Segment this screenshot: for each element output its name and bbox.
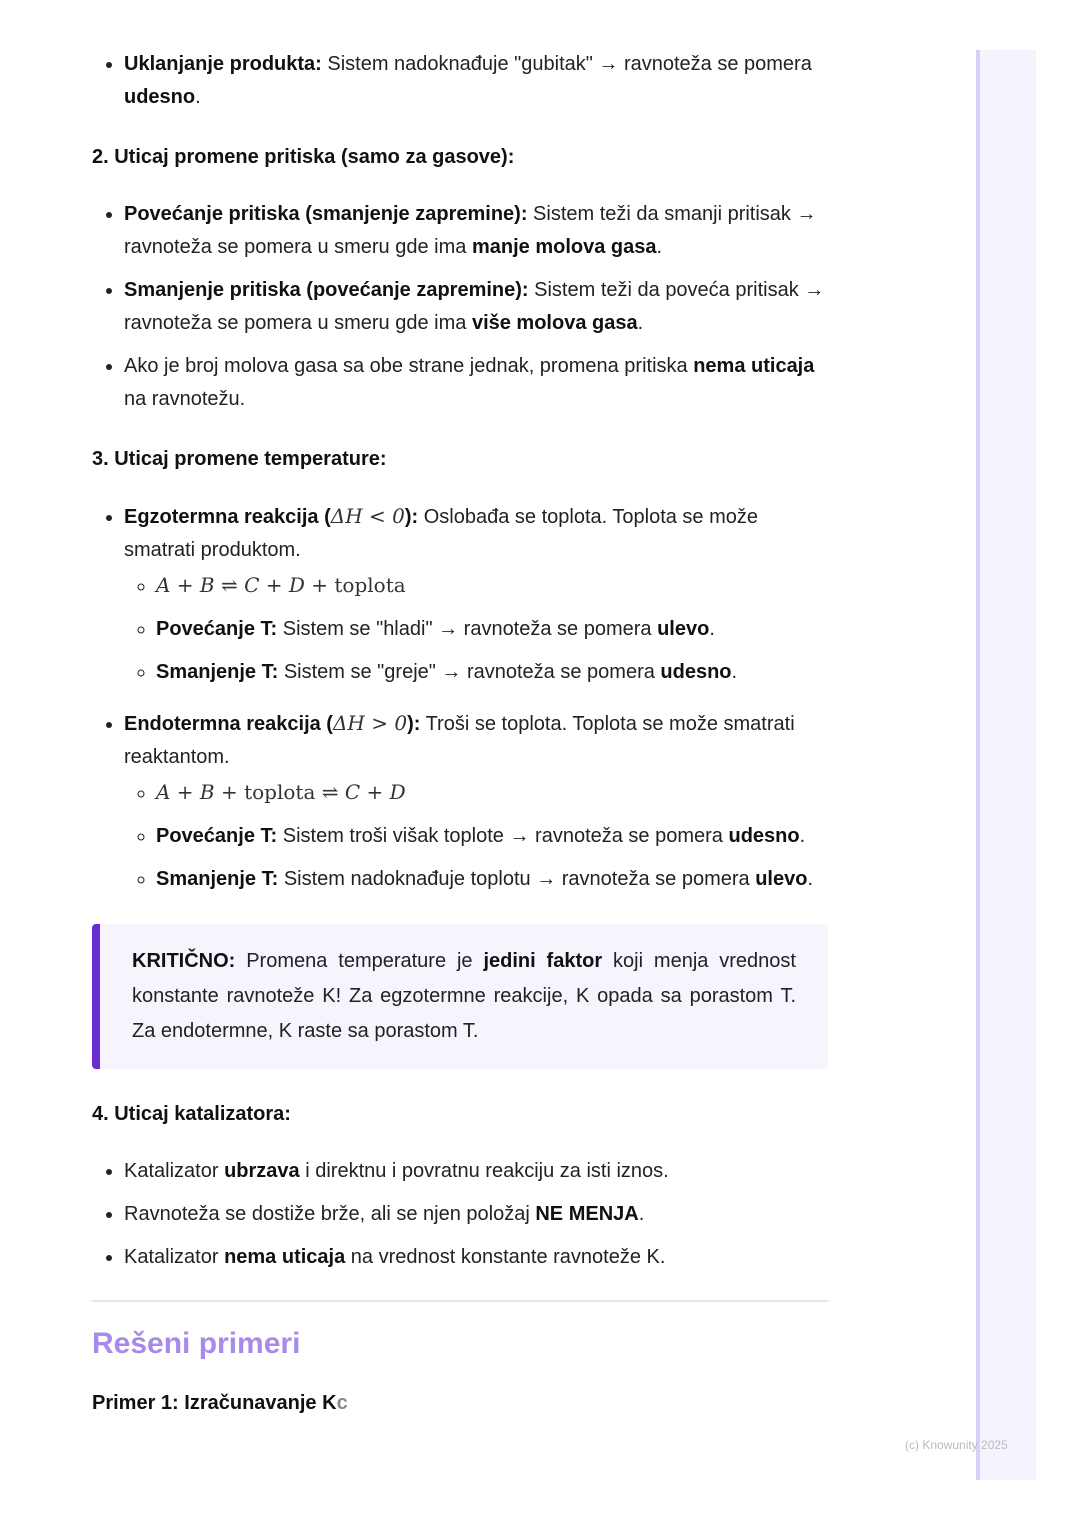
list-item: ◦ Povećanje T: Sistem troši višak toplote → ravnoteža se pomera udesno. xyxy=(156,820,828,853)
list-item: • Ako je broj molova gasa sa obe strane jednak, promena pritiska nema uticaja na ravnotežu. xyxy=(124,350,828,416)
math-expression: ΔH < 0 xyxy=(330,504,405,528)
pressure-heading: 2. Uticaj promene pritiska (samo za gasove): xyxy=(92,146,515,168)
endo-sublist xyxy=(124,776,828,896)
temperature-list xyxy=(92,500,828,896)
list-item: • Endotermna reakcija (ΔH > 0): Troši se toplota. Toplota se može smatrati reaktantom. ◦ A + B + toplota ⇌ C + D ◦ Povećanje T: Sistem troši višak toplote → ravnoteža se pomera udesno. ◦ Smanjenje T: Sistem nadoknađuje toplotu → ravnoteža se pomera ulevo. xyxy=(124,707,828,896)
list-item: • Uklanjanje produkta: Sistem nadoknađuje "gubitak" → ravnoteža se pomera udesno. xyxy=(124,48,828,114)
list-item: • Egzotermna reakcija (ΔH < 0): Oslobađa se toplota. Toplota se može smatrati produktom. ◦ A + B ⇌ C + D + toplota ◦ Povećanje T: Sistem se "hladi" → ravnoteža se pomera ulevo. ◦ Smanjenje T: Sistem se "greje" → ravnoteža se pomera udesno. xyxy=(124,500,828,689)
list-item: ◦ Povećanje T: Sistem se "hladi" → ravnoteža se pomera ulevo. xyxy=(156,613,828,646)
critical-callout: KRITIČNO: Promena temperature je jedini faktor koji menja vrednost konstante ravnoteže K! Za egzotermne reakcije, K opada sa porastom T. Za endotermne, K raste sa porastom T. xyxy=(92,924,828,1069)
copyright-footer: (c) Knowunity 2025 xyxy=(905,1438,1008,1452)
catalyst-heading: 4. Uticaj katalizatora: xyxy=(92,1103,291,1125)
list-item: • Smanjenje pritiska (povećanje zapremine): Sistem teži da poveća pritisak → ravnoteža se pomera u smeru gde ima više molova gasa. xyxy=(124,274,828,340)
removal-list xyxy=(92,48,828,114)
list-item: • Katalizator ubrzava i direktnu i povratnu reakciju za isti iznos. xyxy=(124,1155,828,1188)
list-item: ◦ Smanjenje T: Sistem nadoknađuje toplotu → ravnoteža se pomera ulevo. xyxy=(156,863,828,896)
right-sidebar-strip xyxy=(976,50,1036,1480)
list-item: ◦ Smanjenje T: Sistem se "greje" → ravnoteža se pomera udesno. xyxy=(156,656,828,689)
temperature-heading: 3. Uticaj promene temperature: xyxy=(92,448,387,470)
section-divider xyxy=(92,1300,828,1302)
list-item: ◦ A + B + toplota ⇌ C + D xyxy=(156,776,828,810)
math-expression: ΔH > 0 xyxy=(332,711,408,735)
pressure-list xyxy=(92,198,828,416)
section-title: Rešeni primeri xyxy=(92,1327,301,1360)
list-item: • Ravnoteža se dostiže brže, ali se njen položaj NE MENJA. xyxy=(124,1198,828,1231)
equation: A + B + xyxy=(156,780,245,804)
catalyst-list xyxy=(92,1155,828,1274)
list-item: • Katalizator nema uticaja na vrednost konstante ravnoteže K. xyxy=(124,1241,828,1274)
list-item: • Povećanje pritiska (smanjenje zapremine): Sistem teži da smanji pritisak → ravnoteža se pomera u smeru gde ima manje molova gasa. xyxy=(124,198,828,264)
list-item: ◦ A + B ⇌ C + D + toplota xyxy=(156,569,828,603)
equation: A + B ⇌ C + D + xyxy=(156,573,335,597)
exo-sublist xyxy=(124,569,828,689)
document-content xyxy=(92,48,828,1418)
primer-heading: Primer 1: Izračunavanje Kc xyxy=(92,1392,348,1414)
